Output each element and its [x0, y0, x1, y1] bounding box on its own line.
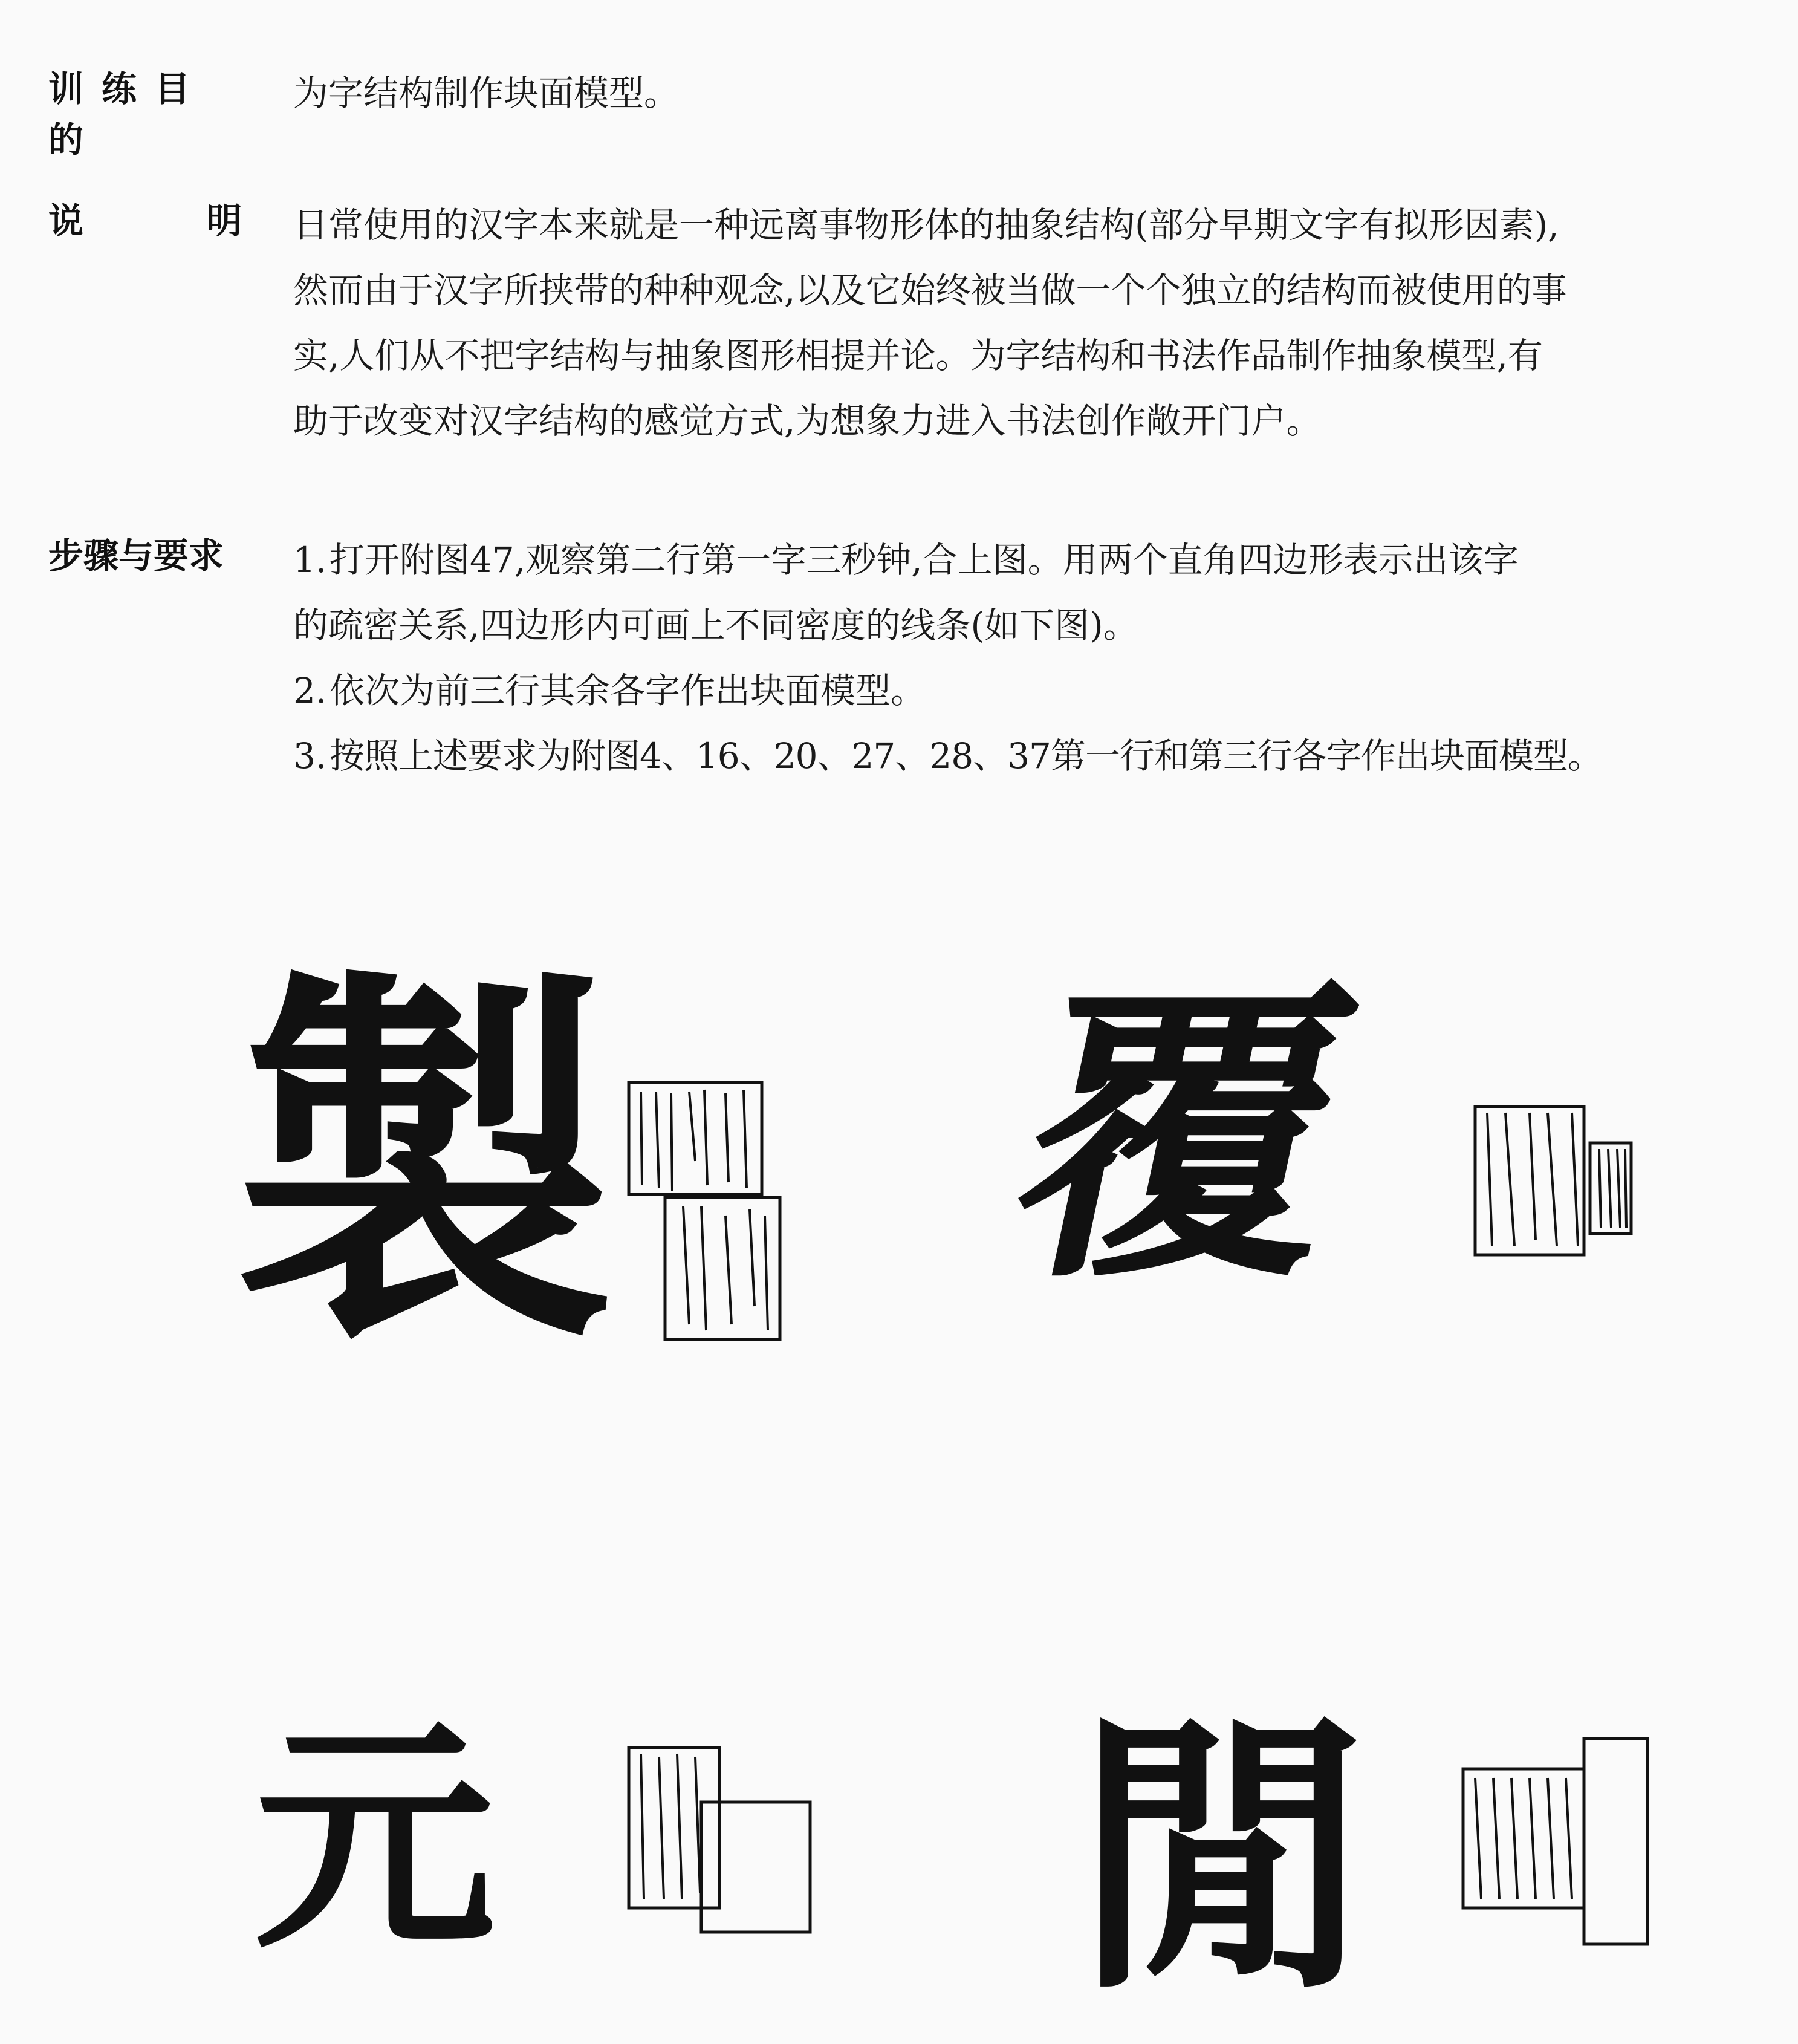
step-text: 打开附图47,观察第二行第一字三秒钟,合上图。用两个直角四边形表示出该字	[329, 539, 1519, 581]
explanation-label-right: 明	[206, 200, 242, 241]
block-model-1	[629, 1082, 780, 1339]
explanation-label-left: 说	[48, 200, 84, 241]
step-item-3	[293, 723, 1756, 789]
calligraphy-char-yuan: 元	[254, 1696, 496, 1981]
steps-label	[48, 527, 248, 578]
calligraphy-char-fu: 覆	[987, 951, 1381, 1321]
explanation-label	[48, 192, 248, 243]
step-number: 3.	[293, 735, 327, 776]
purpose-label-text: 训练目的	[48, 68, 209, 160]
explanation-line: 实,人们从不把字结构与抽象图形相提并论。为字结构和书法作品制作抽象模型,有	[293, 335, 1543, 376]
step-number: 2.	[293, 670, 327, 711]
step-text: 依次为前三行其余各字作出块面模型。	[329, 670, 926, 711]
step-item-1	[293, 527, 1756, 593]
block-model-2	[1475, 1107, 1631, 1255]
explanation-line: 然而由于汉字所挟带的种种观念,以及它始终被当做一个个独立的结构而被使用的事	[293, 270, 1567, 311]
block-model-4	[1463, 1739, 1647, 1944]
steps-label-text: 步骤与要求	[48, 535, 224, 576]
block-model-figure	[0, 931, 1798, 2044]
step-item-1-continued: 的疏密关系,四边形内可画上不同密度的线条(如下图)。	[293, 605, 1138, 646]
step-item-2	[293, 658, 1756, 723]
explanation-line: 日常使用的汉字本来就是一种远离事物形体的抽象结构(部分早期文字有拟形因素),	[293, 204, 1559, 246]
calligraphy-char-zhi: 製	[230, 937, 617, 1391]
explanation-body	[293, 192, 1756, 454]
purpose-label	[48, 60, 248, 162]
step-text: 按照上述要求为附图4、16、20、27、28、37第一行和第三行各字作出块面模型。	[329, 735, 1602, 776]
steps-body	[293, 527, 1756, 789]
step-number: 1.	[293, 539, 327, 581]
block-model-3	[629, 1748, 810, 1932]
purpose-text: 为字结构制作块面模型。	[293, 73, 680, 114]
explanation-line: 助于改变对汉字结构的感觉方式,为想象力进入书法创作敞开门户。	[293, 400, 1322, 441]
calligraphy-char-xian: 閒	[1076, 1687, 1366, 2028]
